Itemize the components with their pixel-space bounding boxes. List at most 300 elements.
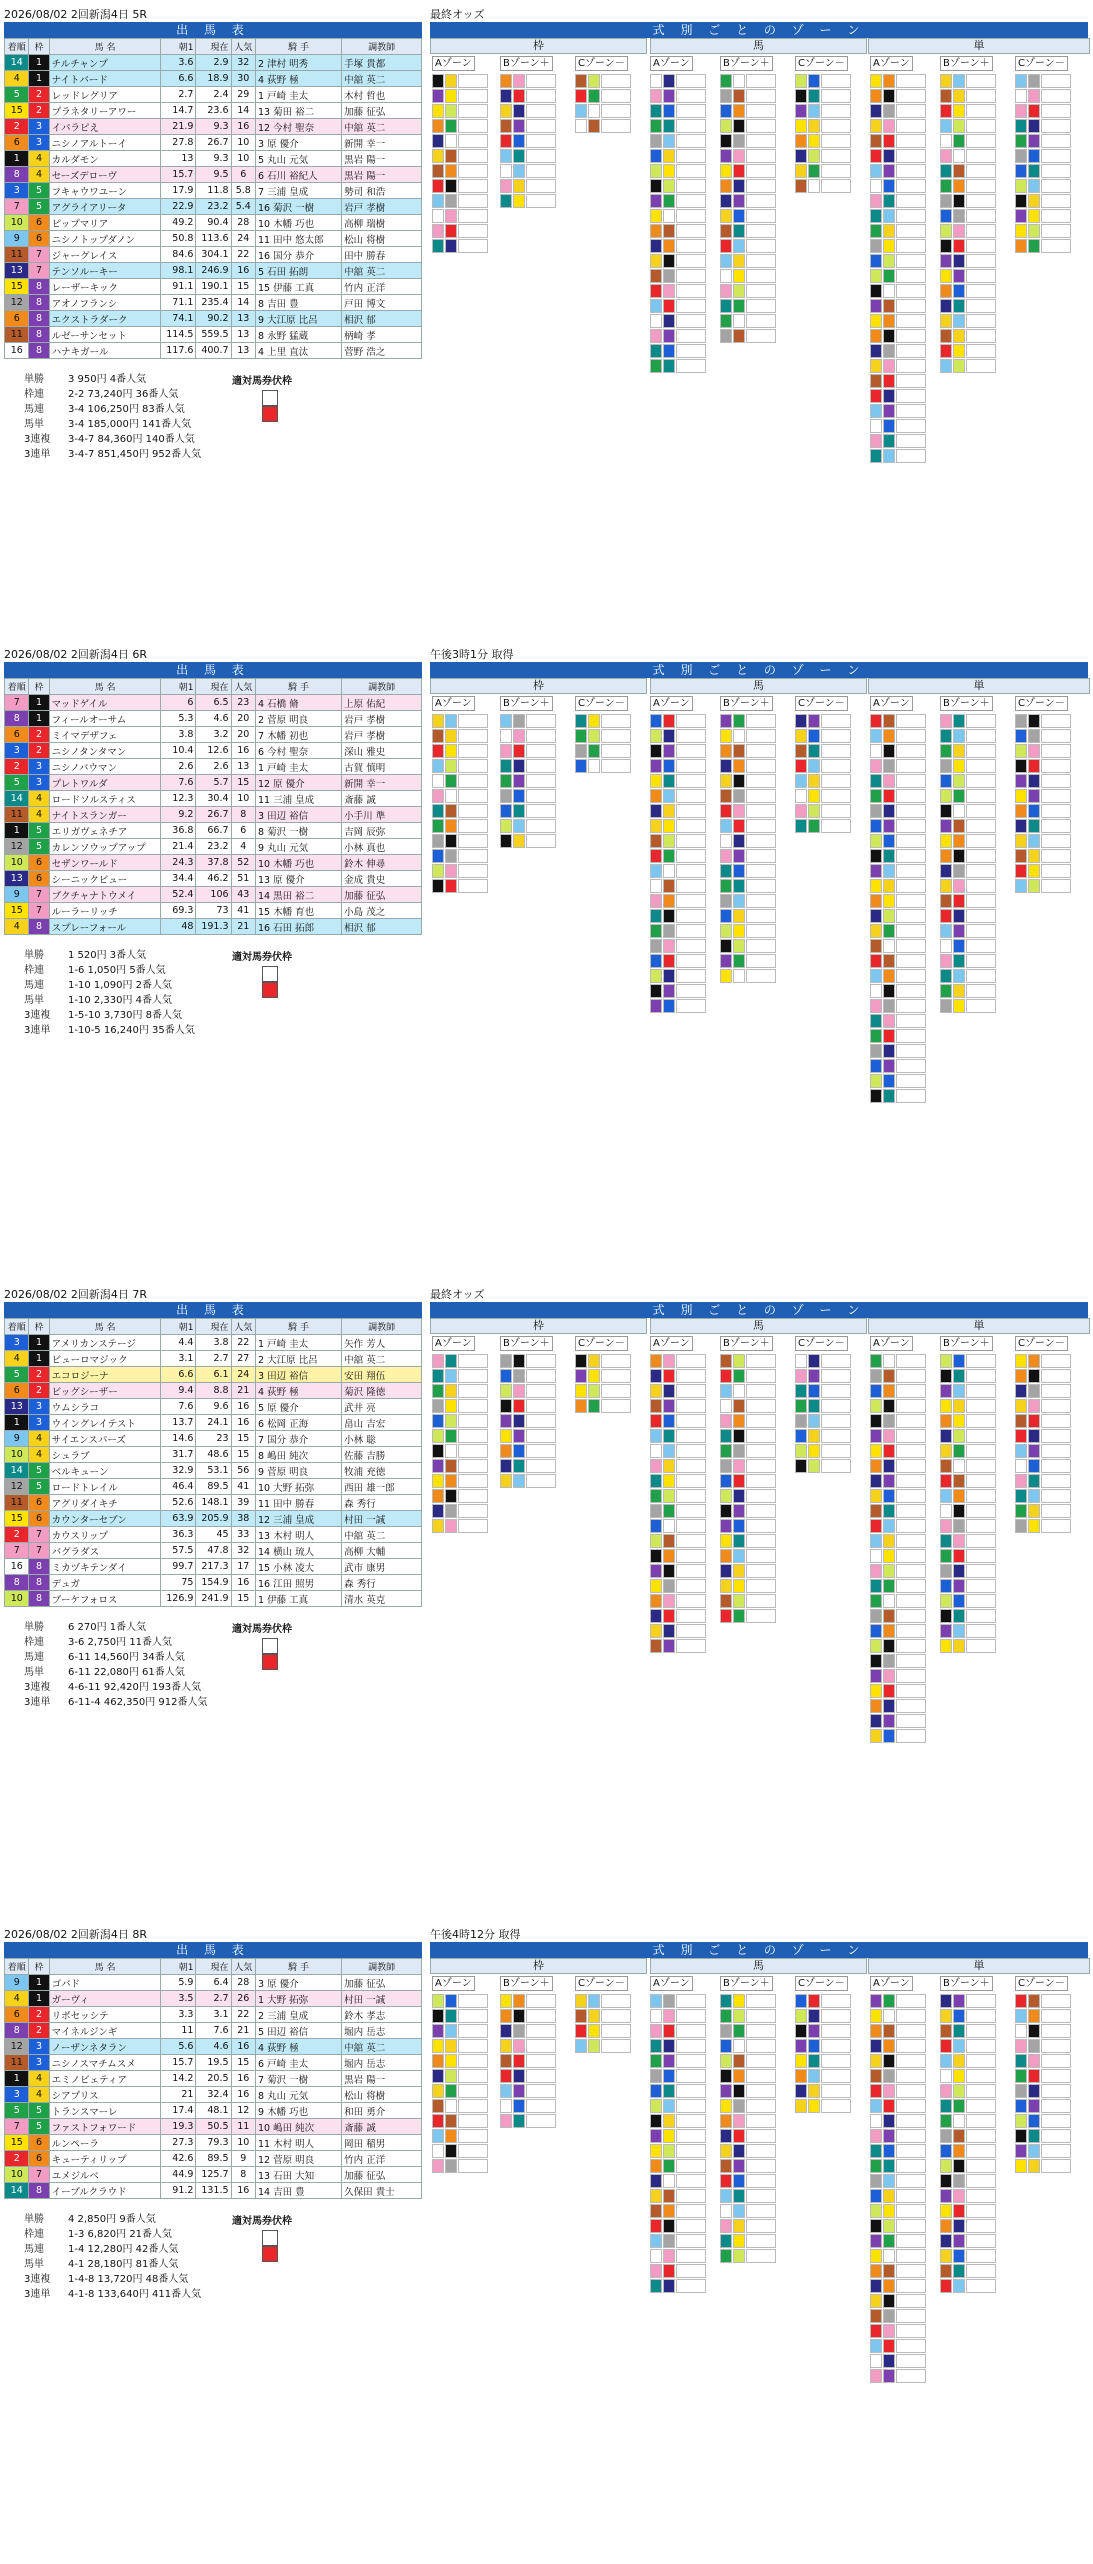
table-row[interactable] [5, 1543, 422, 1559]
zone-cell [1015, 1489, 1027, 1503]
zone-cell [588, 74, 600, 88]
zone-cell [500, 1384, 512, 1398]
col-header-jockey: 騎 手 [256, 679, 342, 695]
zone-cell [733, 789, 745, 803]
zone-cell [1015, 1994, 1027, 2008]
zone-cell [953, 329, 965, 343]
col-header-odds2: 現在 [196, 1959, 231, 1975]
table-row[interactable] [5, 231, 422, 247]
zone-cell [1028, 1354, 1040, 1368]
table-row[interactable] [5, 2055, 422, 2071]
table-row[interactable] [5, 1399, 422, 1415]
cell-name: ミカヅキテンダイ [49, 1559, 161, 1575]
cell-trainer: 西田 雄一郎 [342, 1479, 422, 1495]
cell-name: アグリダイキチ [49, 1495, 161, 1511]
cell-num: 5 [29, 823, 49, 839]
zone-cell [445, 879, 457, 893]
col-header-frame: 着順 [5, 1319, 29, 1335]
zone-cell [650, 2039, 662, 2053]
table-row[interactable] [5, 55, 422, 71]
odds-note: 午後4時12分 取得 [430, 1928, 521, 1941]
table-row[interactable] [5, 1975, 422, 1991]
payout-label: 3連複 [24, 2274, 51, 2285]
cell-odds2: 191.3 [196, 919, 231, 935]
zone-cell [940, 1609, 952, 1623]
zone-cell [746, 714, 776, 728]
payout-row [24, 2272, 201, 2287]
zone-cell [746, 224, 776, 238]
zone-cell [445, 1369, 457, 1383]
zone-cell [896, 1399, 926, 1413]
zone-cell [966, 2144, 996, 2158]
cell-trainer: 竹内 正洋 [342, 279, 422, 295]
zone-cell [733, 714, 745, 728]
zone-cell [458, 804, 488, 818]
zone-cell [940, 2174, 952, 2188]
zone-cell [1041, 729, 1071, 743]
zone-cell [940, 999, 952, 1013]
cell-pop: 15 [231, 1431, 255, 1447]
zone-cell [500, 2054, 512, 2068]
zone-cell [896, 714, 926, 728]
zone-cell [870, 2204, 882, 2218]
table-row[interactable] [5, 1575, 422, 1591]
table-row[interactable] [5, 807, 422, 823]
zone-label-A: Aゾーン [432, 1336, 475, 1351]
cell-pop: 14 [231, 295, 255, 311]
zone-cell [676, 789, 706, 803]
table-row[interactable] [5, 743, 422, 759]
cell-pop: 13 [231, 327, 255, 343]
table-row[interactable] [5, 71, 422, 87]
zone-cell [1015, 1444, 1027, 1458]
zone-cell [966, 909, 996, 923]
cell-jockey: 11 田中 勝春 [256, 1495, 342, 1511]
zone-cell [940, 804, 952, 818]
zone-cell [458, 149, 488, 163]
table-row[interactable] [5, 215, 422, 231]
zone-cell [896, 1354, 926, 1368]
zone-cell [896, 314, 926, 328]
cell-pop: 32 [231, 55, 255, 71]
zone-cell [445, 1459, 457, 1473]
table-row[interactable] [5, 2135, 422, 2151]
zone-cell [870, 1059, 882, 1073]
zone-cell [896, 2234, 926, 2248]
zone-cell [432, 1504, 444, 1518]
zone-cell [795, 1384, 807, 1398]
zone-cell [966, 74, 996, 88]
zone-cell [601, 2039, 631, 2053]
cell-jockey: 16 石田 拓郎 [256, 919, 342, 935]
cell-frame: 1 [5, 823, 29, 839]
zone-cell [953, 864, 965, 878]
zone-cell [821, 819, 851, 833]
zone-cell [896, 1429, 926, 1443]
zone-cell [650, 2234, 662, 2248]
cell-jockey: 9 木幡 巧也 [256, 2103, 342, 2119]
cell-name: ミイマデザフェ [49, 727, 161, 743]
zone-cell [1028, 179, 1040, 193]
zone-cell [1015, 119, 1027, 133]
cell-odds1: 7.6 [161, 775, 196, 791]
zone-cell [746, 74, 776, 88]
zone-cell [650, 2099, 662, 2113]
col-header-num: 枠 [29, 1959, 49, 1975]
table-row[interactable] [5, 1351, 422, 1367]
zone-cell [953, 1429, 965, 1443]
table-row[interactable] [5, 775, 422, 791]
zone-cell [513, 759, 525, 773]
zone-cell [733, 729, 745, 743]
zone-cell [808, 164, 820, 178]
zone-cell [940, 864, 952, 878]
zone-cell [650, 2219, 662, 2233]
zone-cell [720, 194, 732, 208]
zone-cell [445, 2114, 457, 2128]
zone-cell [676, 2114, 706, 2128]
table-row[interactable] [5, 919, 422, 935]
zone-cell [500, 89, 512, 103]
zone-cell [795, 134, 807, 148]
zone-cell [500, 1444, 512, 1458]
zone-cell [663, 269, 675, 283]
zone-cell [966, 804, 996, 818]
cell-name: ニシノバウマン [49, 759, 161, 775]
zone-cell [795, 2099, 807, 2113]
cell-frame: 6 [5, 135, 29, 151]
table-row[interactable] [5, 2007, 422, 2023]
table-row[interactable] [5, 327, 422, 343]
cell-name: イパラピえ [49, 119, 161, 135]
zone-cell [896, 2129, 926, 2143]
zone-cell [896, 1669, 926, 1683]
zone-cell [1028, 1444, 1040, 1458]
zone-cell [746, 119, 776, 133]
zone-group-uma: 馬 [650, 1958, 867, 1974]
zone-cell [870, 1354, 882, 1368]
cell-odds2: 26.7 [196, 807, 231, 823]
table-row[interactable] [5, 1415, 422, 1431]
zone-cell [720, 1594, 732, 1608]
table-row[interactable] [5, 727, 422, 743]
zone-cell [720, 209, 732, 223]
zone-cell [953, 1399, 965, 1413]
cell-jockey: 1 伊藤 工真 [256, 1591, 342, 1607]
zone-cell [746, 2024, 776, 2038]
cell-frame: 12 [5, 839, 29, 855]
zone-cell [896, 2009, 926, 2023]
zone-cell [940, 1639, 952, 1653]
zone-cell [432, 2084, 444, 2098]
table-row[interactable] [5, 311, 422, 327]
zone-cell [458, 1489, 488, 1503]
table-row[interactable] [5, 1527, 422, 1543]
zone-cell [746, 1609, 776, 1623]
zone-cell [513, 164, 525, 178]
cell-pop: 12 [231, 2103, 255, 2119]
zone-cell [883, 2174, 895, 2188]
zone-cell [676, 89, 706, 103]
cell-name: シアプリス [49, 2087, 161, 2103]
payout-label: 3連単 [24, 1697, 51, 1708]
zone-cell [733, 2159, 745, 2173]
zone-cell [966, 269, 996, 283]
table-row[interactable] [5, 263, 422, 279]
table-row[interactable] [5, 2103, 422, 2119]
zone-cell [746, 744, 776, 758]
table-row[interactable] [5, 791, 422, 807]
table-row[interactable] [5, 2039, 422, 2055]
table-row[interactable] [5, 1367, 422, 1383]
cell-num: 7 [29, 1527, 49, 1543]
zone-cell [896, 759, 926, 773]
zone-cell [1041, 164, 1071, 178]
table-row[interactable] [5, 87, 422, 103]
cell-jockey: 10 木幡 巧也 [256, 215, 342, 231]
table-row[interactable] [5, 279, 422, 295]
entries-title-bar: 出 馬 表 [4, 22, 422, 38]
col-header-odds1: 朝1 [161, 679, 196, 695]
table-row[interactable] [5, 823, 422, 839]
table-row[interactable] [5, 1447, 422, 1463]
cell-jockey: 4 石橋 脩 [256, 695, 342, 711]
table-row[interactable] [5, 1479, 422, 1495]
zone-cell [733, 104, 745, 118]
table-row[interactable] [5, 2087, 422, 2103]
table-row[interactable] [5, 1463, 422, 1479]
table-row[interactable] [5, 1431, 422, 1447]
cell-num: 7 [29, 887, 49, 903]
cell-name: レッドレグリア [49, 87, 161, 103]
cell-name: ブーケフォロス [49, 1591, 161, 1607]
zone-cell [733, 209, 745, 223]
table-row[interactable] [5, 1559, 422, 1575]
zone-cell [883, 744, 895, 758]
table-row[interactable] [5, 759, 422, 775]
zone-cell [513, 104, 525, 118]
zone-cell [650, 134, 662, 148]
zone-cell [940, 714, 952, 728]
table-row[interactable] [5, 695, 422, 711]
cell-frame: 9 [5, 1431, 29, 1447]
table-row[interactable] [5, 1335, 422, 1351]
col-header-odds2: 現在 [196, 39, 231, 55]
zone-cell [966, 2234, 996, 2248]
zone-cell [896, 119, 926, 133]
zone-cell [663, 864, 675, 878]
zone-cell [870, 1564, 882, 1578]
zone-cell [720, 1489, 732, 1503]
cell-trainer: 岩戸 孝樹 [342, 727, 422, 743]
col-header-pop: 人気 [231, 1959, 255, 1975]
zone-label-A: Aゾーン [870, 1976, 913, 1991]
zone-cell [432, 2069, 444, 2083]
payout-label: 馬連 [24, 2244, 44, 2255]
zone-cell [896, 2324, 926, 2338]
zone-cell [896, 2174, 926, 2188]
zone-cell [808, 804, 820, 818]
cell-name: ニシノスマチムスメ [49, 2055, 161, 2071]
zone-cell [896, 999, 926, 1013]
table-row[interactable] [5, 2151, 422, 2167]
table-row[interactable] [5, 855, 422, 871]
zone-cell [953, 164, 965, 178]
zone-cell [966, 224, 996, 238]
zone-cell [746, 2159, 776, 2173]
cell-pop: 17 [231, 1559, 255, 1575]
zone-cell [896, 254, 926, 268]
cell-odds2: 23.2 [196, 199, 231, 215]
cell-num: 2 [29, 87, 49, 103]
zone-cell [953, 1369, 965, 1383]
table-row[interactable] [5, 151, 422, 167]
cell-jockey: 10 木幡 巧也 [256, 855, 342, 871]
table-row[interactable] [5, 2183, 422, 2199]
table-row[interactable] [5, 167, 422, 183]
table-row[interactable] [5, 839, 422, 855]
zone-cell [650, 2174, 662, 2188]
cell-pop: 15 [231, 1447, 255, 1463]
zone-cell [432, 744, 444, 758]
table-row[interactable] [5, 183, 422, 199]
zone-cell [650, 314, 662, 328]
cell-num: 1 [29, 1991, 49, 2007]
zone-cell [513, 74, 525, 88]
zone-cell [733, 819, 745, 833]
table-row[interactable] [5, 1495, 422, 1511]
zone-cell [720, 2069, 732, 2083]
table-row[interactable] [5, 1511, 422, 1527]
cell-pop: 11 [231, 2119, 255, 2135]
cell-num: 3 [29, 135, 49, 151]
zone-cell [966, 1994, 996, 2008]
zone-cell [663, 2279, 675, 2293]
zone-cell [953, 239, 965, 253]
zone-cell [663, 954, 675, 968]
zone-cell [445, 864, 457, 878]
zone-cell [676, 729, 706, 743]
zone-cell [676, 119, 706, 133]
zone-cell [953, 269, 965, 283]
table-row[interactable] [5, 135, 422, 151]
table-row[interactable] [5, 2119, 422, 2135]
zone-cell [458, 179, 488, 193]
zone-cell [940, 74, 952, 88]
table-row[interactable] [5, 247, 422, 263]
zone-cell [746, 329, 776, 343]
table-row[interactable] [5, 1383, 422, 1399]
zone-cell [821, 744, 851, 758]
table-row[interactable] [5, 343, 422, 359]
table-row[interactable] [5, 199, 422, 215]
zone-cell [940, 834, 952, 848]
zone-cell [821, 89, 851, 103]
zone-cell [1041, 194, 1071, 208]
zone-cell [1028, 1994, 1040, 2008]
cell-odds1: 49.2 [161, 215, 196, 231]
zone-cell [953, 924, 965, 938]
cell-frame: 11 [5, 807, 29, 823]
cell-name: ユメジルベ [49, 2167, 161, 2183]
cell-pop: 16 [231, 1399, 255, 1415]
zone-cell [870, 1729, 882, 1743]
zone-cell [432, 1384, 444, 1398]
zone-cell [432, 1519, 444, 1533]
table-row[interactable] [5, 2167, 422, 2183]
zone-cell [733, 1459, 745, 1473]
zone-group-uma_tan: 単 [868, 1318, 1090, 1334]
zone-cell [526, 1994, 556, 2008]
table-row[interactable] [5, 295, 422, 311]
zone-cell [1028, 1474, 1040, 1488]
table-row[interactable] [5, 2071, 422, 2087]
zone-cell [526, 2084, 556, 2098]
cell-pop: 10 [231, 135, 255, 151]
table-row[interactable] [5, 871, 422, 887]
zone-cell [940, 2264, 952, 2278]
table-row[interactable] [5, 119, 422, 135]
zone-group-uma: 馬 [650, 678, 867, 694]
zone-cell [720, 329, 732, 343]
zone-cell [720, 1519, 732, 1533]
table-row[interactable] [5, 887, 422, 903]
zone-cell [676, 299, 706, 313]
cell-name: ロードトレイル [49, 1479, 161, 1495]
zone-cell [883, 1594, 895, 1608]
payout-value: 1-4-8 13,720円 48番人気 [68, 2274, 189, 2285]
zone-cell [940, 224, 952, 238]
zone-cell [821, 2099, 851, 2113]
cell-num: 5 [29, 1463, 49, 1479]
zone-cell [883, 434, 895, 448]
zone-cell [1028, 1459, 1040, 1473]
zone-cell [870, 269, 882, 283]
zone-cell [733, 1384, 745, 1398]
cell-trainer: 鈴木 孝志 [342, 2007, 422, 2023]
zone-cell [432, 1369, 444, 1383]
table-row[interactable] [5, 903, 422, 919]
zone-cell [1041, 1489, 1071, 1503]
zone-cell [601, 74, 631, 88]
zone-cell [966, 2069, 996, 2083]
zone-cell [650, 1444, 662, 1458]
cell-pop: 27 [231, 1351, 255, 1367]
zone-cell [650, 774, 662, 788]
zone-label-A: Aゾーン [650, 1336, 693, 1351]
table-row[interactable] [5, 711, 422, 727]
zone-cell [663, 819, 675, 833]
table-row[interactable] [5, 103, 422, 119]
table-row[interactable] [5, 2023, 422, 2039]
cell-trainer: 上原 佑紀 [342, 695, 422, 711]
zone-cell [513, 804, 525, 818]
cell-pop: 22 [231, 247, 255, 263]
cell-pop: 8 [231, 807, 255, 823]
zone-cell [1015, 2099, 1027, 2113]
zone-cell [883, 2009, 895, 2023]
zone-cell [746, 804, 776, 818]
zone-cell [896, 1684, 926, 1698]
table-row[interactable] [5, 1591, 422, 1607]
zone-cell [1041, 1399, 1071, 1413]
table-row[interactable] [5, 1991, 422, 2007]
zone-cell [966, 1369, 996, 1383]
zone-cell [1015, 774, 1027, 788]
zone-cell [650, 179, 662, 193]
zone-cell [445, 134, 457, 148]
zone-cell [883, 759, 895, 773]
